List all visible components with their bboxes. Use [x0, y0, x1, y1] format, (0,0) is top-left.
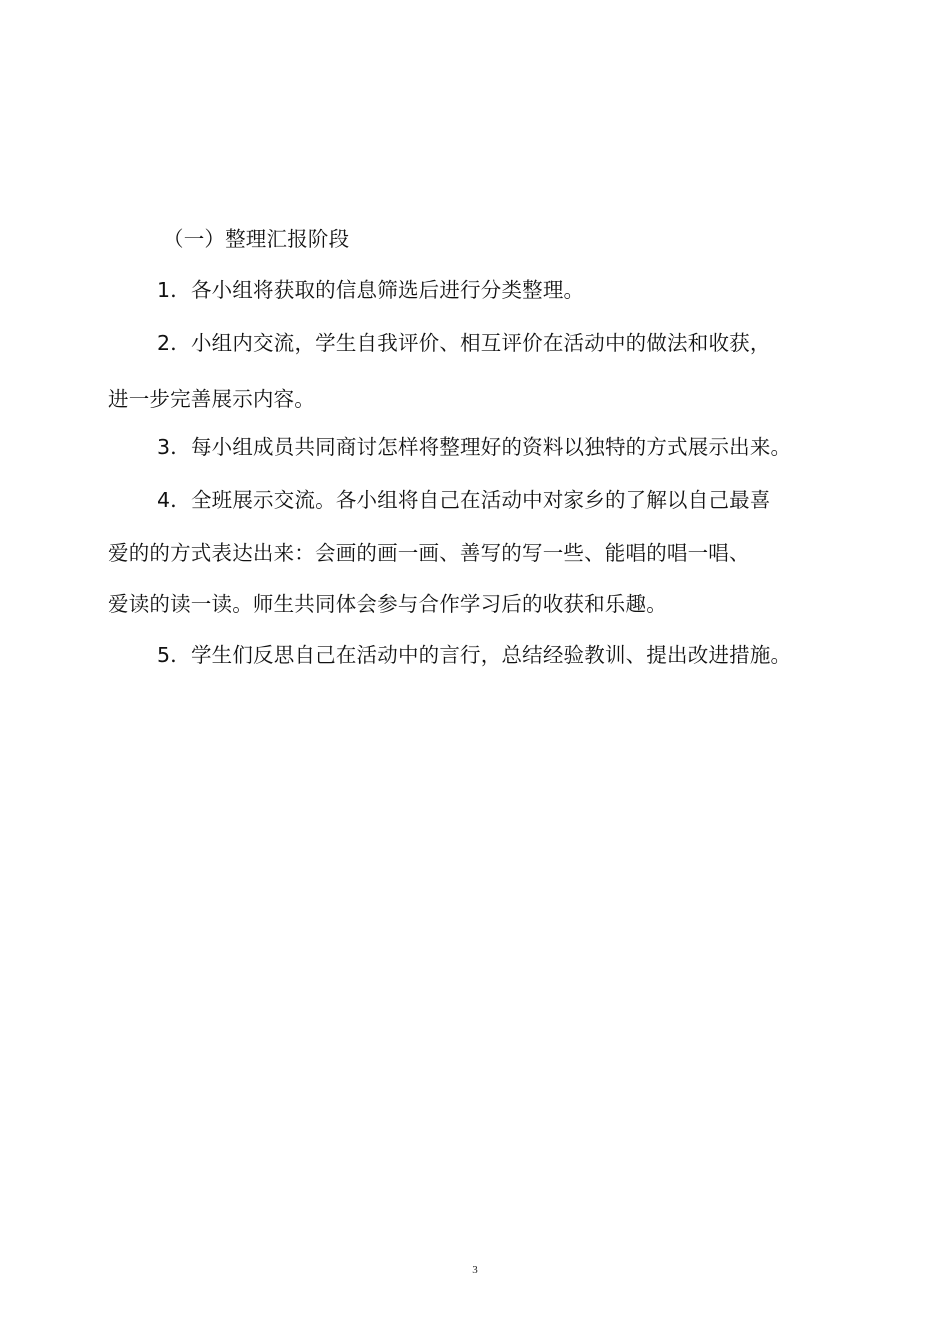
paragraph-item-4-continuation-2: 爱读的读一读。师生共同体会参与合作学习后的收获和乐趣。 — [108, 592, 667, 616]
paragraph-item-1: 1．各小组将获取的信息筛选后进行分类整理。 — [157, 278, 585, 302]
page-number: 3 — [472, 1264, 478, 1276]
paragraph-item-3: 3．每小组成员共同商讨怎样将整理好的资料以独特的方式展示出来。 — [157, 435, 792, 459]
paragraph-item-2-continuation: 进一步完善展示内容。 — [108, 387, 315, 411]
paragraph-item-4-continuation-1: 爱的的方式表达出来：会画的画一画、善写的写一些、能唱的唱一唱、 — [108, 541, 750, 565]
paragraph-item-4: 4．全班展示交流。各小组将自己在活动中对家乡的了解以自己最喜 — [157, 488, 771, 512]
section-heading: （一）整理汇报阶段 — [163, 227, 350, 251]
paragraph-item-5: 5．学生们反思自己在活动中的言行，总结经验教训、提出改进措施。 — [157, 643, 792, 667]
paragraph-item-2: 2．小组内交流，学生自我评价、相互评价在活动中的做法和收获， — [157, 331, 771, 355]
